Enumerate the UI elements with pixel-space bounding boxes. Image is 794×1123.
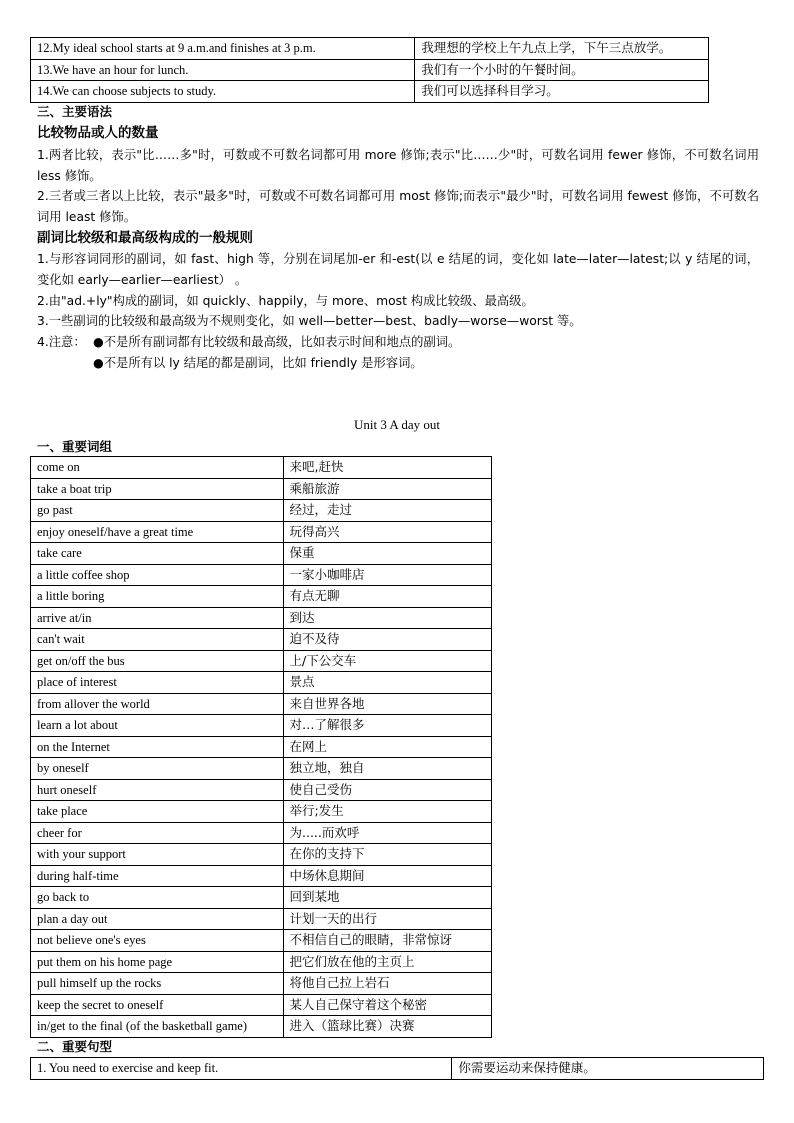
phrase-row-english: take care xyxy=(31,543,284,565)
phrase-row-chinese: 上/下公交车 xyxy=(283,650,491,672)
sentence-row xyxy=(31,81,709,103)
sentence-table-top xyxy=(30,37,709,103)
phrase-row-english: get on/off the bus xyxy=(31,650,284,672)
phrase-row-english: cheer for xyxy=(31,822,284,844)
phrase-row-english: with your support xyxy=(31,844,284,866)
phrase-row xyxy=(31,672,492,694)
phrase-row-chinese: 独立地，独自 xyxy=(283,758,491,780)
phrase-row xyxy=(31,801,492,823)
phrase-row-english: can't wait xyxy=(31,629,284,651)
phrase-row-chinese: 为.....而欢呼 xyxy=(283,822,491,844)
phrase-row-english: arrive at/in xyxy=(31,607,284,629)
phrase-row xyxy=(31,1016,492,1038)
phrase-row-chinese: 来吧,赶快 xyxy=(283,457,491,479)
phrase-row-chinese: 计划一天的出行 xyxy=(283,908,491,930)
sentences-table xyxy=(30,1057,764,1080)
phrase-row-chinese: 来自世界各地 xyxy=(283,693,491,715)
phrase-row xyxy=(31,629,492,651)
phrase-row-english: hurt oneself xyxy=(31,779,284,801)
grammar-paragraph-4: 2.由"ad.+ly"构成的副词，如 quickly、happily，与 more、most 构成比较级、最高级。 xyxy=(37,294,534,308)
phrase-row xyxy=(31,500,492,522)
phrase-row-english: take place xyxy=(31,801,284,823)
phrase-row-english: put them on his home page xyxy=(31,951,284,973)
phrase-row xyxy=(31,693,492,715)
sentence-row-chinese: 我们有一个小时的午餐时间。 xyxy=(415,59,709,81)
grammar-paragraph-1: 1.两者比较，表示"比……多"时，可数或不可数名词都可用 more 修饰;表示"比……少"时，可数名词用 fewer 修饰，不可数名词用 less 修饰。 xyxy=(37,148,759,183)
phrase-row-english: not believe one's eyes xyxy=(31,930,284,952)
phrase-row xyxy=(31,973,492,995)
phrase-row xyxy=(31,779,492,801)
grammar-note-2: ●不是所有以 ly 结尾的都是副词，比如 friendly 是形容词。 xyxy=(93,356,423,370)
phrase-row xyxy=(31,736,492,758)
grammar-note-1: ●不是所有副词都有比较级和最高级，比如表示时间和地点的副词。 xyxy=(93,335,461,349)
phrase-row-english: pull himself up the rocks xyxy=(31,973,284,995)
grammar-note-label: 4.注意： xyxy=(37,335,86,349)
phrases-heading: 一、重要词组 xyxy=(37,439,113,454)
phrase-row-chinese: 进入（篮球比赛）决赛 xyxy=(283,1016,491,1038)
phrase-row xyxy=(31,521,492,543)
phrase-row-english: in/get to the final (of the basketball game) xyxy=(31,1016,284,1038)
phrase-row xyxy=(31,543,492,565)
phrase-row-english: come on xyxy=(31,457,284,479)
unit-title: Unit 3 A day out xyxy=(354,417,440,432)
sentence-row-chinese: 你需要运动来保持健康。 xyxy=(452,1058,764,1080)
grammar-paragraph-5: 3.一些副词的比较级和最高级为不规则变化，如 well—better—best、badly—worse—worst 等。 xyxy=(37,314,582,328)
phrase-row-chinese: 景点 xyxy=(283,672,491,694)
phrase-row-english: learn a lot about xyxy=(31,715,284,737)
phrase-row-chinese: 经过，走过 xyxy=(283,500,491,522)
phrase-row-english: on the Internet xyxy=(31,736,284,758)
phrase-row xyxy=(31,951,492,973)
phrase-row-chinese: 迫不及待 xyxy=(283,629,491,651)
grammar-paragraph-3: 1.与形容词同形的副词，如 fast、high 等，分别在词尾加-er 和-est(以 e 结尾的词，变化如 late—later—latest;以 y 结尾的词，变化如 early—earlier—earliest） 。 xyxy=(37,252,759,287)
phrase-row-chinese: 乘船旅游 xyxy=(283,478,491,500)
phrase-row-english: go past xyxy=(31,500,284,522)
phrase-row xyxy=(31,457,492,479)
phrase-row-english: a little boring xyxy=(31,586,284,608)
grammar-subheading-quantity: 比较物品或人的数量 xyxy=(37,125,159,141)
phrase-row-english: enjoy oneself/have a great time xyxy=(31,521,284,543)
phrase-row-english: during half-time xyxy=(31,865,284,887)
sentence-row-english: 1. You need to exercise and keep fit. xyxy=(31,1058,452,1080)
phrase-row xyxy=(31,887,492,909)
phrase-row-english: by oneself xyxy=(31,758,284,780)
phrase-row-chinese: 回到某地 xyxy=(283,887,491,909)
phrase-row xyxy=(31,650,492,672)
phrase-row xyxy=(31,908,492,930)
phrases-table xyxy=(30,456,492,1038)
sentence-row xyxy=(31,38,709,60)
phrase-row-chinese: 保重 xyxy=(283,543,491,565)
phrase-row-chinese: 到达 xyxy=(283,607,491,629)
phrase-row xyxy=(31,994,492,1016)
sentence-row-chinese: 我们可以选择科目学习。 xyxy=(415,81,709,103)
phrase-row xyxy=(31,844,492,866)
phrase-row xyxy=(31,564,492,586)
phrase-row-chinese: 不相信自己的眼睛，非常惊讶 xyxy=(283,930,491,952)
sentence-row-english: 12.My ideal school starts at 9 a.m.and finishes at 3 p.m. xyxy=(31,38,415,60)
phrase-row xyxy=(31,586,492,608)
phrase-row-english: from allover the world xyxy=(31,693,284,715)
phrase-row-english: go back to xyxy=(31,887,284,909)
phrase-row-english: keep the secret to oneself xyxy=(31,994,284,1016)
phrase-row xyxy=(31,822,492,844)
phrase-row xyxy=(31,478,492,500)
phrase-row xyxy=(31,865,492,887)
phrase-row-chinese: 使自己受伤 xyxy=(283,779,491,801)
grammar-heading: 三、主要语法 xyxy=(37,104,113,119)
grammar-subheading-adverbs: 副词比较级和最高级构成的一般规则 xyxy=(37,230,253,246)
sentence-row-chinese: 我理想的学校上午九点上学，下午三点放学。 xyxy=(415,38,709,60)
sentence-row xyxy=(31,59,709,81)
phrase-row-chinese: 在网上 xyxy=(283,736,491,758)
phrase-row-english: plan a day out xyxy=(31,908,284,930)
phrase-row-chinese: 对…了解很多 xyxy=(283,715,491,737)
phrase-row-english: place of interest xyxy=(31,672,284,694)
phrase-row-chinese: 有点无聊 xyxy=(283,586,491,608)
phrase-row-chinese: 举行;发生 xyxy=(283,801,491,823)
phrase-row xyxy=(31,715,492,737)
phrase-row-chinese: 在你的支持下 xyxy=(283,844,491,866)
sentence-row xyxy=(31,1058,764,1080)
phrase-row-chinese: 把它们放在他的主页上 xyxy=(283,951,491,973)
phrase-row-chinese: 玩得高兴 xyxy=(283,521,491,543)
phrase-row xyxy=(31,758,492,780)
phrase-row-chinese: 将他自己拉上岩石 xyxy=(283,973,491,995)
sentences-heading: 二、重要句型 xyxy=(37,1039,113,1054)
phrase-row xyxy=(31,930,492,952)
phrase-row-english: a little coffee shop xyxy=(31,564,284,586)
phrase-row-english: take a boat trip xyxy=(31,478,284,500)
grammar-paragraph-2: 2.三者或三者以上比较，表示"最多"时，可数或不可数名词都可用 most 修饰;而表示"最少"时，可数名词用 fewest 修饰，不可数名词用 least 修饰。 xyxy=(37,189,759,224)
phrase-row-chinese: 某人自己保守着这个秘密 xyxy=(283,994,491,1016)
sentence-row-english: 14.We can choose subjects to study. xyxy=(31,81,415,103)
phrase-row-chinese: 一家小咖啡店 xyxy=(283,564,491,586)
phrase-row xyxy=(31,607,492,629)
sentence-row-english: 13.We have an hour for lunch. xyxy=(31,59,415,81)
phrase-row-chinese: 中场休息期间 xyxy=(283,865,491,887)
